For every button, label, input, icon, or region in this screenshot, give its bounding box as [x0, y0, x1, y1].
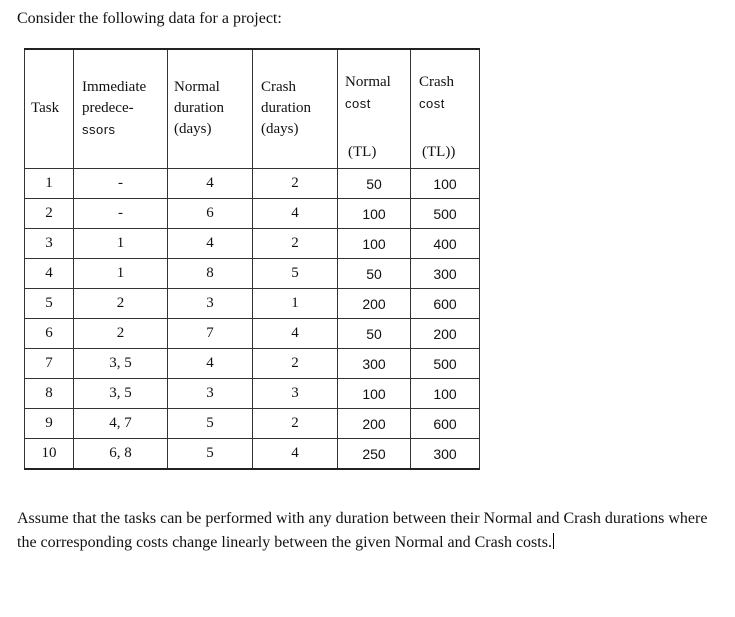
cell-task: 4	[25, 259, 74, 289]
header-predecessors-line-1: Immediate	[82, 79, 147, 95]
cell-crash-duration: 3	[253, 379, 338, 409]
cell-predecessors: 2	[74, 289, 168, 319]
cell-normal-duration: 3	[168, 289, 253, 319]
table-row	[25, 289, 480, 319]
cell-normal-duration: 4	[168, 169, 253, 199]
cell-crash-duration: 2	[253, 349, 338, 379]
table-row	[25, 169, 480, 199]
cell-crash-duration: 4	[253, 199, 338, 229]
table-row	[25, 409, 480, 439]
header-crash-cost-line-1: Crash	[419, 74, 454, 90]
cell-task: 2	[25, 199, 74, 229]
cell-crash-duration: 2	[253, 169, 338, 199]
header-predecessors	[74, 49, 168, 169]
cell-crash-duration: 4	[253, 439, 338, 470]
table-row	[25, 349, 480, 379]
header-task	[25, 49, 74, 169]
cell-crash-cost: 300	[411, 259, 480, 289]
cell-normal-cost: 200	[338, 289, 411, 319]
cell-crash-cost: 500	[411, 199, 480, 229]
cell-predecessors: 3, 5	[74, 379, 168, 409]
cell-normal-cost: 50	[338, 259, 411, 289]
header-crash-cost-line-2: cost	[419, 96, 445, 111]
cell-crash-duration: 2	[253, 409, 338, 439]
cell-normal-duration: 6	[168, 199, 253, 229]
header-crash-cost-line-3: (TL))	[422, 144, 456, 160]
table-row	[25, 259, 480, 289]
header-normal-cost-line-1: Normal	[345, 74, 391, 90]
cell-normal-cost: 100	[338, 379, 411, 409]
cell-normal-cost: 250	[338, 439, 411, 470]
cell-task: 9	[25, 409, 74, 439]
outro-text: Assume that the tasks can be performed with any duration between their Normal and Crash durations where the corresponding costs change linearly between the given Normal and Crash costs.	[17, 510, 708, 551]
cell-task: 6	[25, 319, 74, 349]
cell-predecessors: 3, 5	[74, 349, 168, 379]
outro-paragraph[interactable]	[17, 507, 717, 555]
table-row	[25, 379, 480, 409]
header-normal-duration-line-3: (days)	[174, 121, 212, 137]
cell-crash-cost: 300	[411, 439, 480, 470]
cell-predecessors: 6, 8	[74, 439, 168, 470]
cell-crash-cost: 100	[411, 169, 480, 199]
cell-normal-cost: 100	[338, 199, 411, 229]
cell-task: 10	[25, 439, 74, 470]
cell-crash-duration: 1	[253, 289, 338, 319]
cell-task: 8	[25, 379, 74, 409]
cell-predecessors: 2	[74, 319, 168, 349]
cell-crash-duration: 5	[253, 259, 338, 289]
table-body	[25, 169, 480, 470]
cell-crash-cost: 600	[411, 409, 480, 439]
table-row	[25, 229, 480, 259]
table-row	[25, 319, 480, 349]
header-normal-cost-line-3: (TL)	[348, 144, 377, 160]
header-predecessors-line-2: predece-	[82, 100, 134, 116]
cell-normal-duration: 8	[168, 259, 253, 289]
header-normal-cost	[338, 49, 411, 169]
text-cursor	[553, 533, 554, 549]
cell-normal-cost: 50	[338, 169, 411, 199]
header-crash-duration	[253, 49, 338, 169]
cell-task: 5	[25, 289, 74, 319]
cell-predecessors: 1	[74, 259, 168, 289]
cell-normal-duration: 5	[168, 409, 253, 439]
cell-normal-duration: 3	[168, 379, 253, 409]
cell-predecessors: -	[74, 199, 168, 229]
cell-task: 7	[25, 349, 74, 379]
project-data-table	[24, 48, 480, 470]
cell-normal-cost: 200	[338, 409, 411, 439]
cell-predecessors: 1	[74, 229, 168, 259]
cell-normal-cost: 100	[338, 229, 411, 259]
cell-normal-duration: 4	[168, 229, 253, 259]
intro-text: Consider the following data for a project:	[17, 10, 282, 27]
header-crash-duration-line-2: duration	[261, 100, 311, 116]
header-normal-duration-line-1: Normal	[174, 79, 220, 95]
table-row	[25, 439, 480, 470]
cell-predecessors: 4, 7	[74, 409, 168, 439]
cell-crash-cost: 200	[411, 319, 480, 349]
header-crash-duration-line-1: Crash	[261, 79, 296, 95]
header-predecessors-line-3: ssors	[82, 122, 116, 137]
cell-task: 3	[25, 229, 74, 259]
cell-crash-cost: 400	[411, 229, 480, 259]
header-task-line-1: Task	[31, 100, 60, 116]
cell-crash-cost: 100	[411, 379, 480, 409]
cell-crash-duration: 2	[253, 229, 338, 259]
header-normal-cost-line-2: cost	[345, 96, 371, 111]
cell-predecessors: -	[74, 169, 168, 199]
table-row	[25, 199, 480, 229]
header-crash-cost	[411, 49, 480, 169]
cell-normal-cost: 300	[338, 349, 411, 379]
cell-normal-cost: 50	[338, 319, 411, 349]
cell-normal-duration: 7	[168, 319, 253, 349]
cell-task: 1	[25, 169, 74, 199]
cell-normal-duration: 5	[168, 439, 253, 470]
cell-crash-cost: 600	[411, 289, 480, 319]
header-normal-duration	[168, 49, 253, 169]
cell-crash-cost: 500	[411, 349, 480, 379]
header-crash-duration-line-3: (days)	[261, 121, 299, 137]
cell-normal-duration: 4	[168, 349, 253, 379]
table-header-row	[25, 49, 480, 169]
cell-crash-duration: 4	[253, 319, 338, 349]
header-normal-duration-line-2: duration	[174, 100, 224, 116]
